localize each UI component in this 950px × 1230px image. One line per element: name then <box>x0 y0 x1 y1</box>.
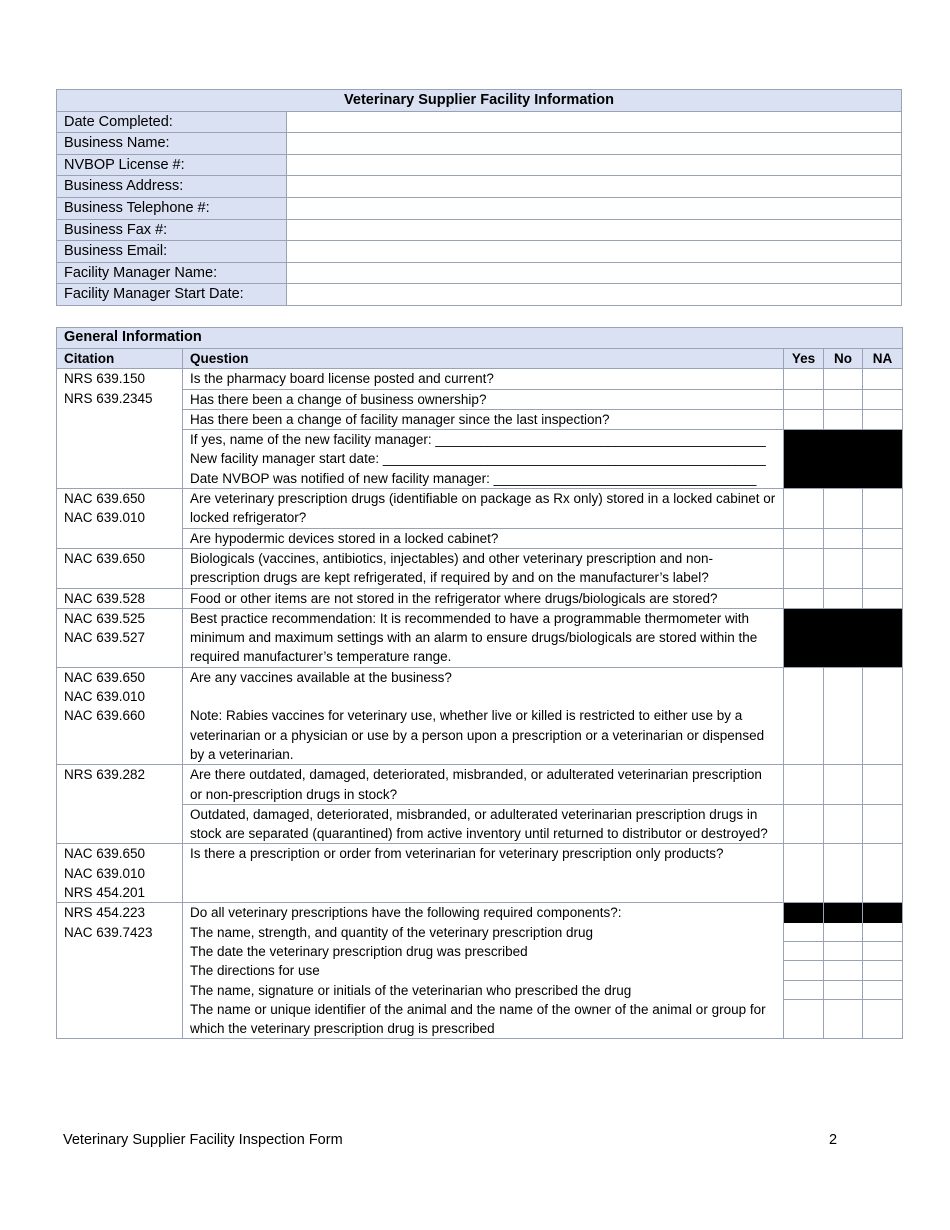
citation-cell <box>57 765 183 844</box>
no-checkbox[interactable] <box>824 942 862 961</box>
new-manager-name-line[interactable]: If yes, name of the new facility manager: ____________________________________________ <box>190 432 766 448</box>
field-label: Facility Manager Name: <box>57 262 287 284</box>
yes-checkbox[interactable] <box>784 389 824 409</box>
component-item: The date the veterinary prescription drug was prescribed <box>190 943 528 959</box>
na-checkbox[interactable] <box>863 369 903 389</box>
na-checkbox[interactable] <box>863 489 903 529</box>
field-row-manager-name <box>57 262 902 284</box>
shaded-cell <box>863 903 902 922</box>
question-row <box>57 430 903 489</box>
no-checkbox[interactable] <box>824 588 863 608</box>
field-label: Business Name: <box>57 133 287 155</box>
section-title: General Information <box>57 328 903 349</box>
citation: NAC 639.527 <box>64 630 146 646</box>
citation-cell <box>57 608 183 667</box>
question-cell: Has there been a change of business ownership? <box>183 389 784 409</box>
citation: NAC 639.650 <box>64 491 146 507</box>
yes-checkbox[interactable] <box>784 489 824 529</box>
question-row <box>57 548 903 588</box>
question-cell <box>183 667 784 764</box>
field-row-business-name <box>57 133 902 155</box>
citation-cell <box>57 489 183 549</box>
no-checkbox[interactable] <box>824 765 863 805</box>
no-column <box>824 903 863 1039</box>
no-header: No <box>824 349 863 369</box>
yes-checkbox[interactable] <box>784 548 824 588</box>
no-checkbox[interactable] <box>824 844 863 903</box>
citation: NRS 639.150 <box>64 371 146 387</box>
citation: NRS 639.282 <box>64 767 146 783</box>
yes-checkbox[interactable] <box>784 667 824 764</box>
component-item: The name or unique identifier of the animal and the name of the owner of the animal or group for which the veterinary prescription drug is prescribed <box>190 1001 766 1037</box>
na-checkbox[interactable] <box>863 804 903 844</box>
yes-checkbox[interactable] <box>784 369 824 389</box>
yes-checkbox[interactable] <box>784 942 823 961</box>
yes-checkbox[interactable] <box>784 961 823 980</box>
field-row-license <box>57 154 902 176</box>
field-label: NVBOP License #: <box>57 154 287 176</box>
component-item: The name, signature or initials of the veterinarian who prescribed the drug <box>190 982 632 998</box>
telephone-field[interactable] <box>287 197 902 219</box>
citation-header: Citation <box>57 349 183 369</box>
question-row <box>57 804 903 844</box>
question-cell: Is the pharmacy board license posted and current? <box>183 369 784 389</box>
question-cell: Are veterinary prescription drugs (identifiable on package as Rx only) stored in a locked cabinet or locked refrigerator? <box>183 489 784 529</box>
na-checkbox[interactable] <box>863 765 903 805</box>
license-number-field[interactable] <box>287 154 902 176</box>
na-checkbox[interactable] <box>863 667 903 764</box>
no-checkbox[interactable] <box>824 369 863 389</box>
yes-checkbox[interactable] <box>784 1000 823 1039</box>
citation-cell <box>57 548 183 588</box>
date-completed-field[interactable] <box>287 111 902 133</box>
na-checkbox[interactable] <box>863 409 903 429</box>
no-checkbox[interactable] <box>824 528 863 548</box>
field-row-fax <box>57 219 902 241</box>
na-checkbox[interactable] <box>863 981 902 1000</box>
citation: NAC 639.650 <box>64 550 146 566</box>
yes-checkbox[interactable] <box>784 923 823 942</box>
component-item: The directions for use <box>190 963 320 979</box>
question-cell: Biologicals (vaccines, antibiotics, injectables) and other veterinary prescription and non-prescription drugs are kept refrigerated, if required by and on the manufacturer’s label? <box>183 548 784 588</box>
no-checkbox[interactable] <box>824 667 863 764</box>
new-manager-start-line[interactable]: New facility manager start date: ___________________________________________________ <box>190 451 766 467</box>
na-checkbox[interactable] <box>863 548 903 588</box>
no-checkbox[interactable] <box>824 923 862 942</box>
question-cell: Is there a prescription or order from veterinarian for veterinary prescription only products? <box>183 844 784 903</box>
na-header: NA <box>863 349 903 369</box>
question-row <box>57 608 903 667</box>
question-row <box>57 369 903 389</box>
question-row <box>57 667 903 764</box>
citation: NRS 454.223 <box>64 905 146 921</box>
citation: NAC 639.650 <box>64 669 146 685</box>
field-label: Business Telephone #: <box>57 197 287 219</box>
question-text: Are any vaccines available at the business? <box>190 669 452 685</box>
na-checkbox[interactable] <box>863 389 903 409</box>
facility-info-table <box>56 89 902 306</box>
question-row <box>57 528 903 548</box>
manager-change-details <box>183 430 784 489</box>
question-row <box>57 389 903 409</box>
question-row <box>57 903 903 1039</box>
question-row <box>57 844 903 903</box>
field-label: Facility Manager Start Date: <box>57 284 287 306</box>
facility-info-title: Veterinary Supplier Facility Information <box>57 90 902 112</box>
no-checkbox[interactable] <box>824 981 862 1000</box>
yes-checkbox[interactable] <box>784 804 824 844</box>
manager-name-field[interactable] <box>287 262 902 284</box>
citation-cell <box>57 903 183 1039</box>
na-checkbox[interactable] <box>863 942 902 961</box>
components-question: Do all veterinary prescriptions have the following required components?: <box>190 905 622 921</box>
field-label: Business Email: <box>57 241 287 263</box>
question-row <box>57 489 903 529</box>
citation-cell <box>57 844 183 903</box>
no-checkbox[interactable] <box>824 548 863 588</box>
citation: NAC 639.010 <box>64 865 146 881</box>
yes-checkbox[interactable] <box>784 588 824 608</box>
question-cell: Food or other items are not stored in the refrigerator where drugs/biologicals are stored? <box>183 588 784 608</box>
no-checkbox[interactable] <box>824 804 863 844</box>
field-row-address <box>57 176 902 198</box>
na-checkbox[interactable] <box>863 844 903 903</box>
no-checkbox[interactable] <box>824 1000 862 1039</box>
question-cell: Are hypodermic devices stored in a locked cabinet? <box>183 528 784 548</box>
no-checkbox[interactable] <box>824 489 863 529</box>
na-column <box>863 903 903 1039</box>
yes-checkbox[interactable] <box>784 765 824 805</box>
na-checkbox[interactable] <box>863 923 902 942</box>
citation: NAC 639.010 <box>64 689 146 705</box>
citation: NAC 639.528 <box>64 590 146 606</box>
field-row-telephone <box>57 197 902 219</box>
shaded-cell <box>784 903 823 922</box>
component-item: The name, strength, and quantity of the veterinary prescription drug <box>190 924 593 940</box>
yes-checkbox[interactable] <box>784 528 824 548</box>
yes-checkbox[interactable] <box>784 981 823 1000</box>
field-label: Business Address: <box>57 176 287 198</box>
question-row <box>57 765 903 805</box>
citation: NRS 639.2345 <box>64 390 153 406</box>
citation: NAC 639.525 <box>64 610 146 626</box>
citation: NAC 639.650 <box>64 846 146 862</box>
question-row <box>57 588 903 608</box>
no-checkbox[interactable] <box>824 409 863 429</box>
field-row-email <box>57 241 902 263</box>
shaded-answer-block <box>784 608 903 667</box>
na-checkbox[interactable] <box>863 588 903 608</box>
spacer <box>190 687 776 706</box>
nvbop-notified-line[interactable]: Date NVBOP was notified of new facility manager: ___________________________________ <box>190 470 757 486</box>
shaded-cell <box>824 903 862 922</box>
citation-cell <box>57 667 183 764</box>
field-label: Date Completed: <box>57 111 287 133</box>
question-row <box>57 409 903 429</box>
email-field[interactable] <box>287 241 902 263</box>
question-cell: Best practice recommendation: It is recommended to have a programmable thermometer with minimum and maximum settings with an alarm to ensure drugs/biologicals are stored within the required manufacturer’s temperature range. <box>183 608 784 667</box>
question-cell: Are there outdated, damaged, deteriorated, misbranded, or adulterated veterinarian prescription or non-prescription drugs in stock? <box>183 765 784 805</box>
column-header-row <box>57 349 903 369</box>
shaded-answer-block <box>784 430 903 489</box>
general-info-table <box>56 327 903 1039</box>
yes-column <box>784 903 824 1039</box>
yes-header: Yes <box>784 349 824 369</box>
question-cell <box>183 903 784 1039</box>
question-header: Question <box>183 349 784 369</box>
no-checkbox[interactable] <box>824 961 862 980</box>
business-name-field[interactable] <box>287 133 902 155</box>
question-cell: Has there been a change of facility manager since the last inspection? <box>183 409 784 429</box>
field-label: Business Fax #: <box>57 219 287 241</box>
na-checkbox[interactable] <box>863 961 902 980</box>
fax-field[interactable] <box>287 219 902 241</box>
field-row-manager-start <box>57 284 902 306</box>
business-address-field[interactable] <box>287 176 902 198</box>
na-checkbox[interactable] <box>863 528 903 548</box>
no-checkbox[interactable] <box>824 389 863 409</box>
citation-cell <box>57 369 183 489</box>
rabies-note: Note: Rabies vaccines for veterinary use, whether live or killed is restricted to either use by a veterinarian or a physician or use by a person upon a prescription or a veterinarian or dispensed by a veterinarian. <box>190 708 765 762</box>
citation-cell <box>57 588 183 608</box>
citation: NAC 639.7423 <box>64 924 153 940</box>
citation: NAC 639.660 <box>64 708 146 724</box>
manager-start-date-field[interactable] <box>287 284 902 306</box>
page-number: 2 <box>829 1132 838 1148</box>
question-cell: Outdated, damaged, deteriorated, misbranded, or adulterated veterinarian prescription drugs in stock are separated (quarantined) from active inventory until returned to distributor or destroyed? <box>183 804 784 844</box>
citation: NAC 639.010 <box>64 510 146 526</box>
footer-title: Veterinary Supplier Facility Inspection Form <box>63 1132 343 1148</box>
yes-checkbox[interactable] <box>784 844 824 903</box>
na-checkbox[interactable] <box>863 1000 902 1039</box>
yes-checkbox[interactable] <box>784 409 824 429</box>
field-row-date-completed <box>57 111 902 133</box>
citation: NRS 454.201 <box>64 885 146 901</box>
